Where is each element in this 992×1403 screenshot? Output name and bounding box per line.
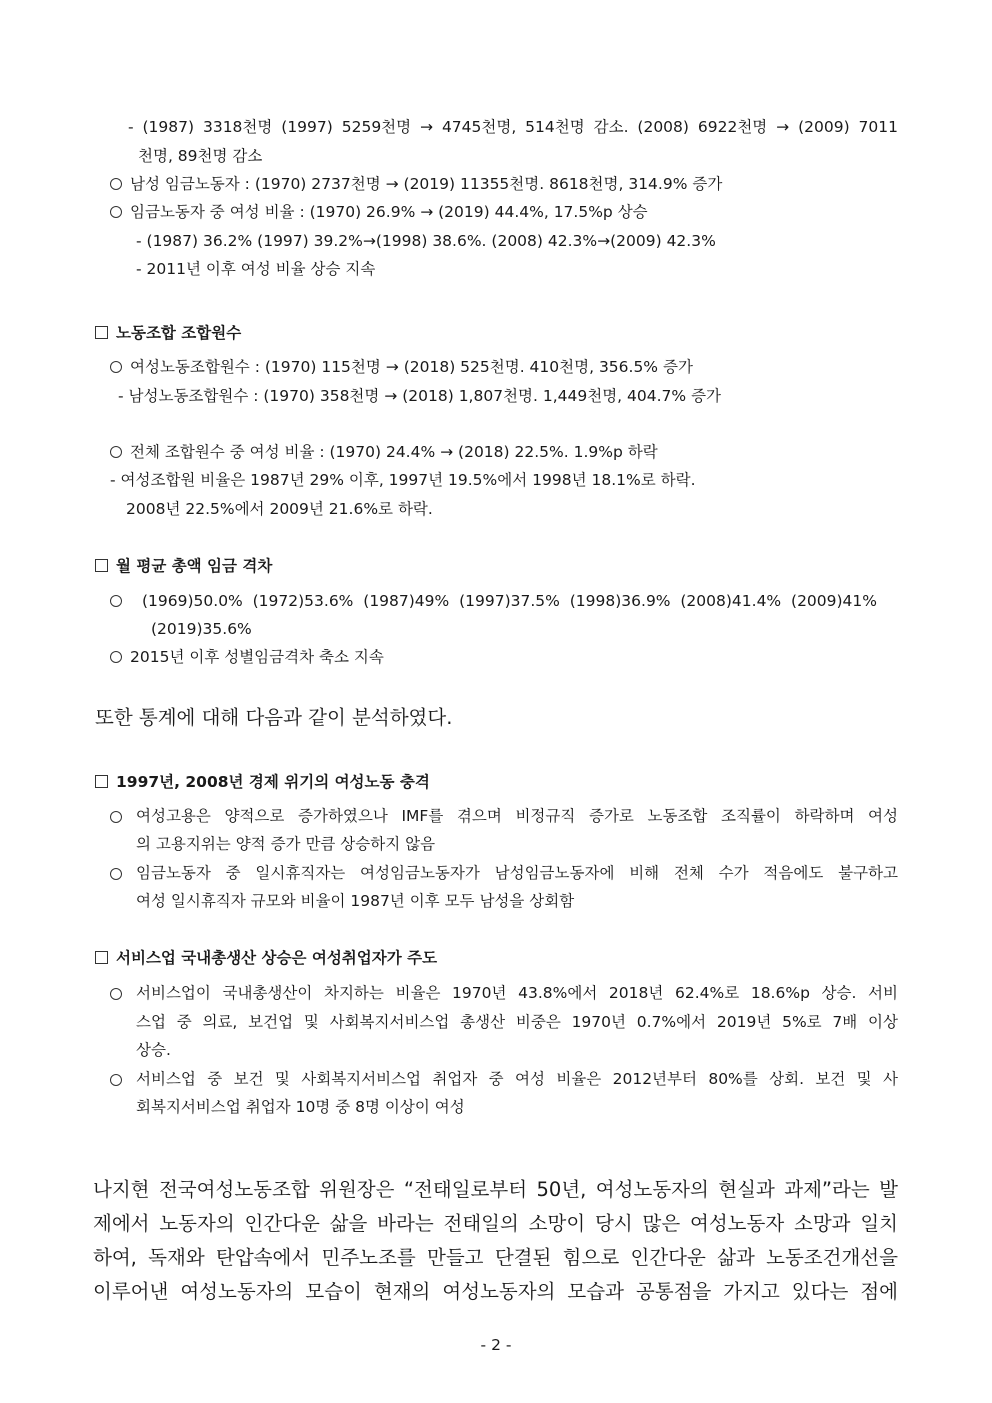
union-line-3: 전체 조합원수 중 여성 비율 : (1970) 24.4% → (2018) 22.5%. 1.9%p 하락 xyxy=(110,442,658,462)
service-line-1b: 스업 중 의료, 보건업 및 사회복지서비스업 총생산 비중은 1970년 0.7%에서 2019년 5%로 7배 이상 xyxy=(136,1013,898,1031)
circle-bullet-icon xyxy=(110,446,122,458)
workers-line-3: 임금노동자 중 여성 비율 : (1970) 26.9% → (2019) 44.4%, 17.5%p 상승 xyxy=(110,202,648,222)
crisis-heading: 1997년, 2008년 경제 위기의 여성노동 충격 xyxy=(95,772,430,792)
circle-bullet-icon xyxy=(110,595,122,607)
circle-bullet-icon xyxy=(110,361,122,373)
square-bullet-icon xyxy=(95,951,108,964)
service-line-1c: 상승. xyxy=(136,1041,171,1059)
union-heading: 노동조합 조합원수 xyxy=(95,323,241,343)
union-line-5: 2008년 22.5%에서 2009년 21.6%로 하락. xyxy=(126,500,433,518)
circle-bullet-icon xyxy=(110,868,122,880)
workers-line-2: 남성 임금노동자 : (1970) 2737천명 → (2019) 11355천명. 8618천명, 314.9% 증가 xyxy=(110,174,722,194)
wage-line-1b: (2019)35.6% xyxy=(151,620,252,638)
union-line-2: - 남성노동조합원수 : (1970) 358천명 → (2018) 1,807천명. 1,449천명, 404.7% 증가 xyxy=(118,387,722,405)
crisis-line-2b: 여성 일시휴직자 규모와 비율이 1987년 이후 모두 남성을 상회함 xyxy=(136,892,575,910)
closing-line-3: 하여, 독재와 탄압속에서 민주노조를 만들고 단결된 힘으로 인간다운 삶과 노동조건개선을 xyxy=(93,1246,898,1269)
closing-line-2: 제에서 노동자의 인간다운 삶을 바라는 전태일의 소망이 당시 많은 여성노동자 소망과 일치 xyxy=(93,1212,898,1235)
workers-line-4: - (1987) 36.2% (1997) 39.2%→(1998) 38.6%. (2008) 42.3%→(2009) 42.3% xyxy=(136,232,716,250)
crisis-line-2: 임금노동자 중 일시휴직자는 여성임금노동자가 남성임금노동자에 비해 전체 수가 적음에도 불구하고 xyxy=(110,863,898,883)
workers-line-1b: 천명, 89천명 감소 xyxy=(138,147,263,165)
circle-bullet-icon xyxy=(110,651,122,663)
page-number: - 2 - xyxy=(480,1336,512,1354)
circle-bullet-icon xyxy=(110,178,122,190)
crisis-line-1: 여성고용은 양적으로 증가하였으나 IMF를 겪으며 비정규직 증가로 노동조합 조직률이 하락하며 여성 xyxy=(110,806,898,826)
circle-bullet-icon xyxy=(110,988,122,1000)
circle-bullet-icon xyxy=(110,1074,122,1086)
crisis-line-1b: 의 고용지위는 양적 증가 만큼 상승하지 않음 xyxy=(136,835,436,853)
circle-bullet-icon xyxy=(110,811,122,823)
union-line-1: 여성노동조합원수 : (1970) 115천명 → (2018) 525천명. 410천명, 356.5% 증가 xyxy=(110,357,693,377)
service-heading: 서비스업 국내총생산 상승은 여성취업자가 주도 xyxy=(95,948,437,968)
service-line-2b: 회복지서비스업 취업자 10명 중 8명 이상이 여성 xyxy=(136,1098,465,1116)
wage-heading: 월 평균 총액 임금 격차 xyxy=(95,556,272,576)
closing-line-4: 이루어낸 여성노동자의 모습이 현재의 여성노동자의 모습과 공통점을 가지고 있다는 점에 xyxy=(93,1280,898,1303)
wage-line-1: (1969)50.0% (1972)53.6% (1987)49% (1997)37.5% (1998)36.9% (2008)41.4% (2009)41% xyxy=(110,591,877,611)
workers-line-1: - (1987) 3318천명 (1997) 5259천명 → 4745천명, 514천명 감소. (2008) 6922천명 → (2009) 7011 xyxy=(128,118,898,136)
square-bullet-icon xyxy=(95,326,108,339)
workers-line-5: - 2011년 이후 여성 비율 상승 지속 xyxy=(136,260,376,278)
service-line-2: 서비스업 중 보건 및 사회복지서비스업 취업자 중 여성 비율은 2012년부터 80%를 상회. 보건 및 사 xyxy=(110,1069,898,1089)
intro-sentence: 또한 통계에 대해 다음과 같이 분석하였다. xyxy=(95,706,453,729)
square-bullet-icon xyxy=(95,775,108,788)
wage-line-2: 2015년 이후 성별임금격차 축소 지속 xyxy=(110,647,384,667)
union-line-4: - 여성조합원 비율은 1987년 29% 이후, 1997년 19.5%에서 1998년 18.1%로 하락. xyxy=(110,471,696,489)
circle-bullet-icon xyxy=(110,206,122,218)
closing-line-1: 나지현 전국여성노동조합 위원장은 “전태일로부터 50년, 여성노동자의 현실과 과제”라는 발 xyxy=(93,1178,898,1201)
square-bullet-icon xyxy=(95,559,108,572)
service-line-1: 서비스업이 국내총생산이 차지하는 비율은 1970년 43.8%에서 2018년 62.4%로 18.6%p 상승. 서비 xyxy=(110,983,898,1003)
